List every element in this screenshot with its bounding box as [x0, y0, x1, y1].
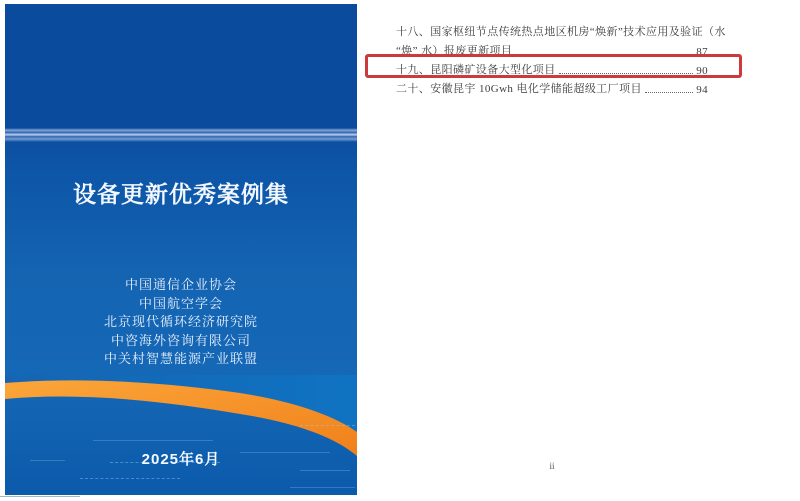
highlight-box	[365, 54, 742, 78]
book-cover	[5, 4, 357, 495]
publisher-item: 中关村智慧能源产业联盟	[103, 351, 258, 366]
folio-page-number: ii	[549, 461, 555, 471]
dot-leader	[645, 92, 693, 93]
texture-line	[290, 487, 355, 488]
toc-entry-20[interactable]	[396, 77, 708, 96]
toc-entry-text: “焕” 水）报废更新项目	[396, 45, 513, 57]
publisher-item: 中国通信企业协会	[124, 277, 237, 292]
toc-page-number: 94	[696, 84, 708, 96]
cover-date: 2025年6月	[141, 451, 221, 468]
toc-page-number: 90	[696, 65, 708, 77]
publisher-list	[5, 276, 357, 369]
texture-line	[80, 478, 180, 479]
publisher-item: 中国航空学会	[138, 295, 223, 311]
texture-line	[300, 470, 350, 471]
texture-line	[300, 425, 355, 426]
toc-page-number: 87	[696, 46, 708, 58]
toc-entry-18-line1[interactable]	[396, 20, 726, 39]
toc-entry-text: 十八、国家枢纽节点传统热点地区机房“焕新”技术应用及验证（水	[396, 26, 726, 38]
publisher-item: 北京现代循环经济研究院	[103, 314, 258, 329]
publisher-item: 中咨海外咨询有限公司	[110, 332, 251, 348]
cover-title: 设备更新优秀案例集	[73, 181, 289, 207]
toc-entry-text: 二十、安徽昆宇 10Gwh 电化学储能超级工厂项目	[396, 83, 642, 95]
texture-line	[93, 440, 213, 441]
cover-divider-lines	[5, 128, 357, 142]
photo-edge-line	[0, 496, 80, 497]
toc-entry-text: 十九、昆阳磷矿设备大型化项目	[396, 64, 556, 76]
orange-swoosh-graphic	[5, 375, 357, 495]
